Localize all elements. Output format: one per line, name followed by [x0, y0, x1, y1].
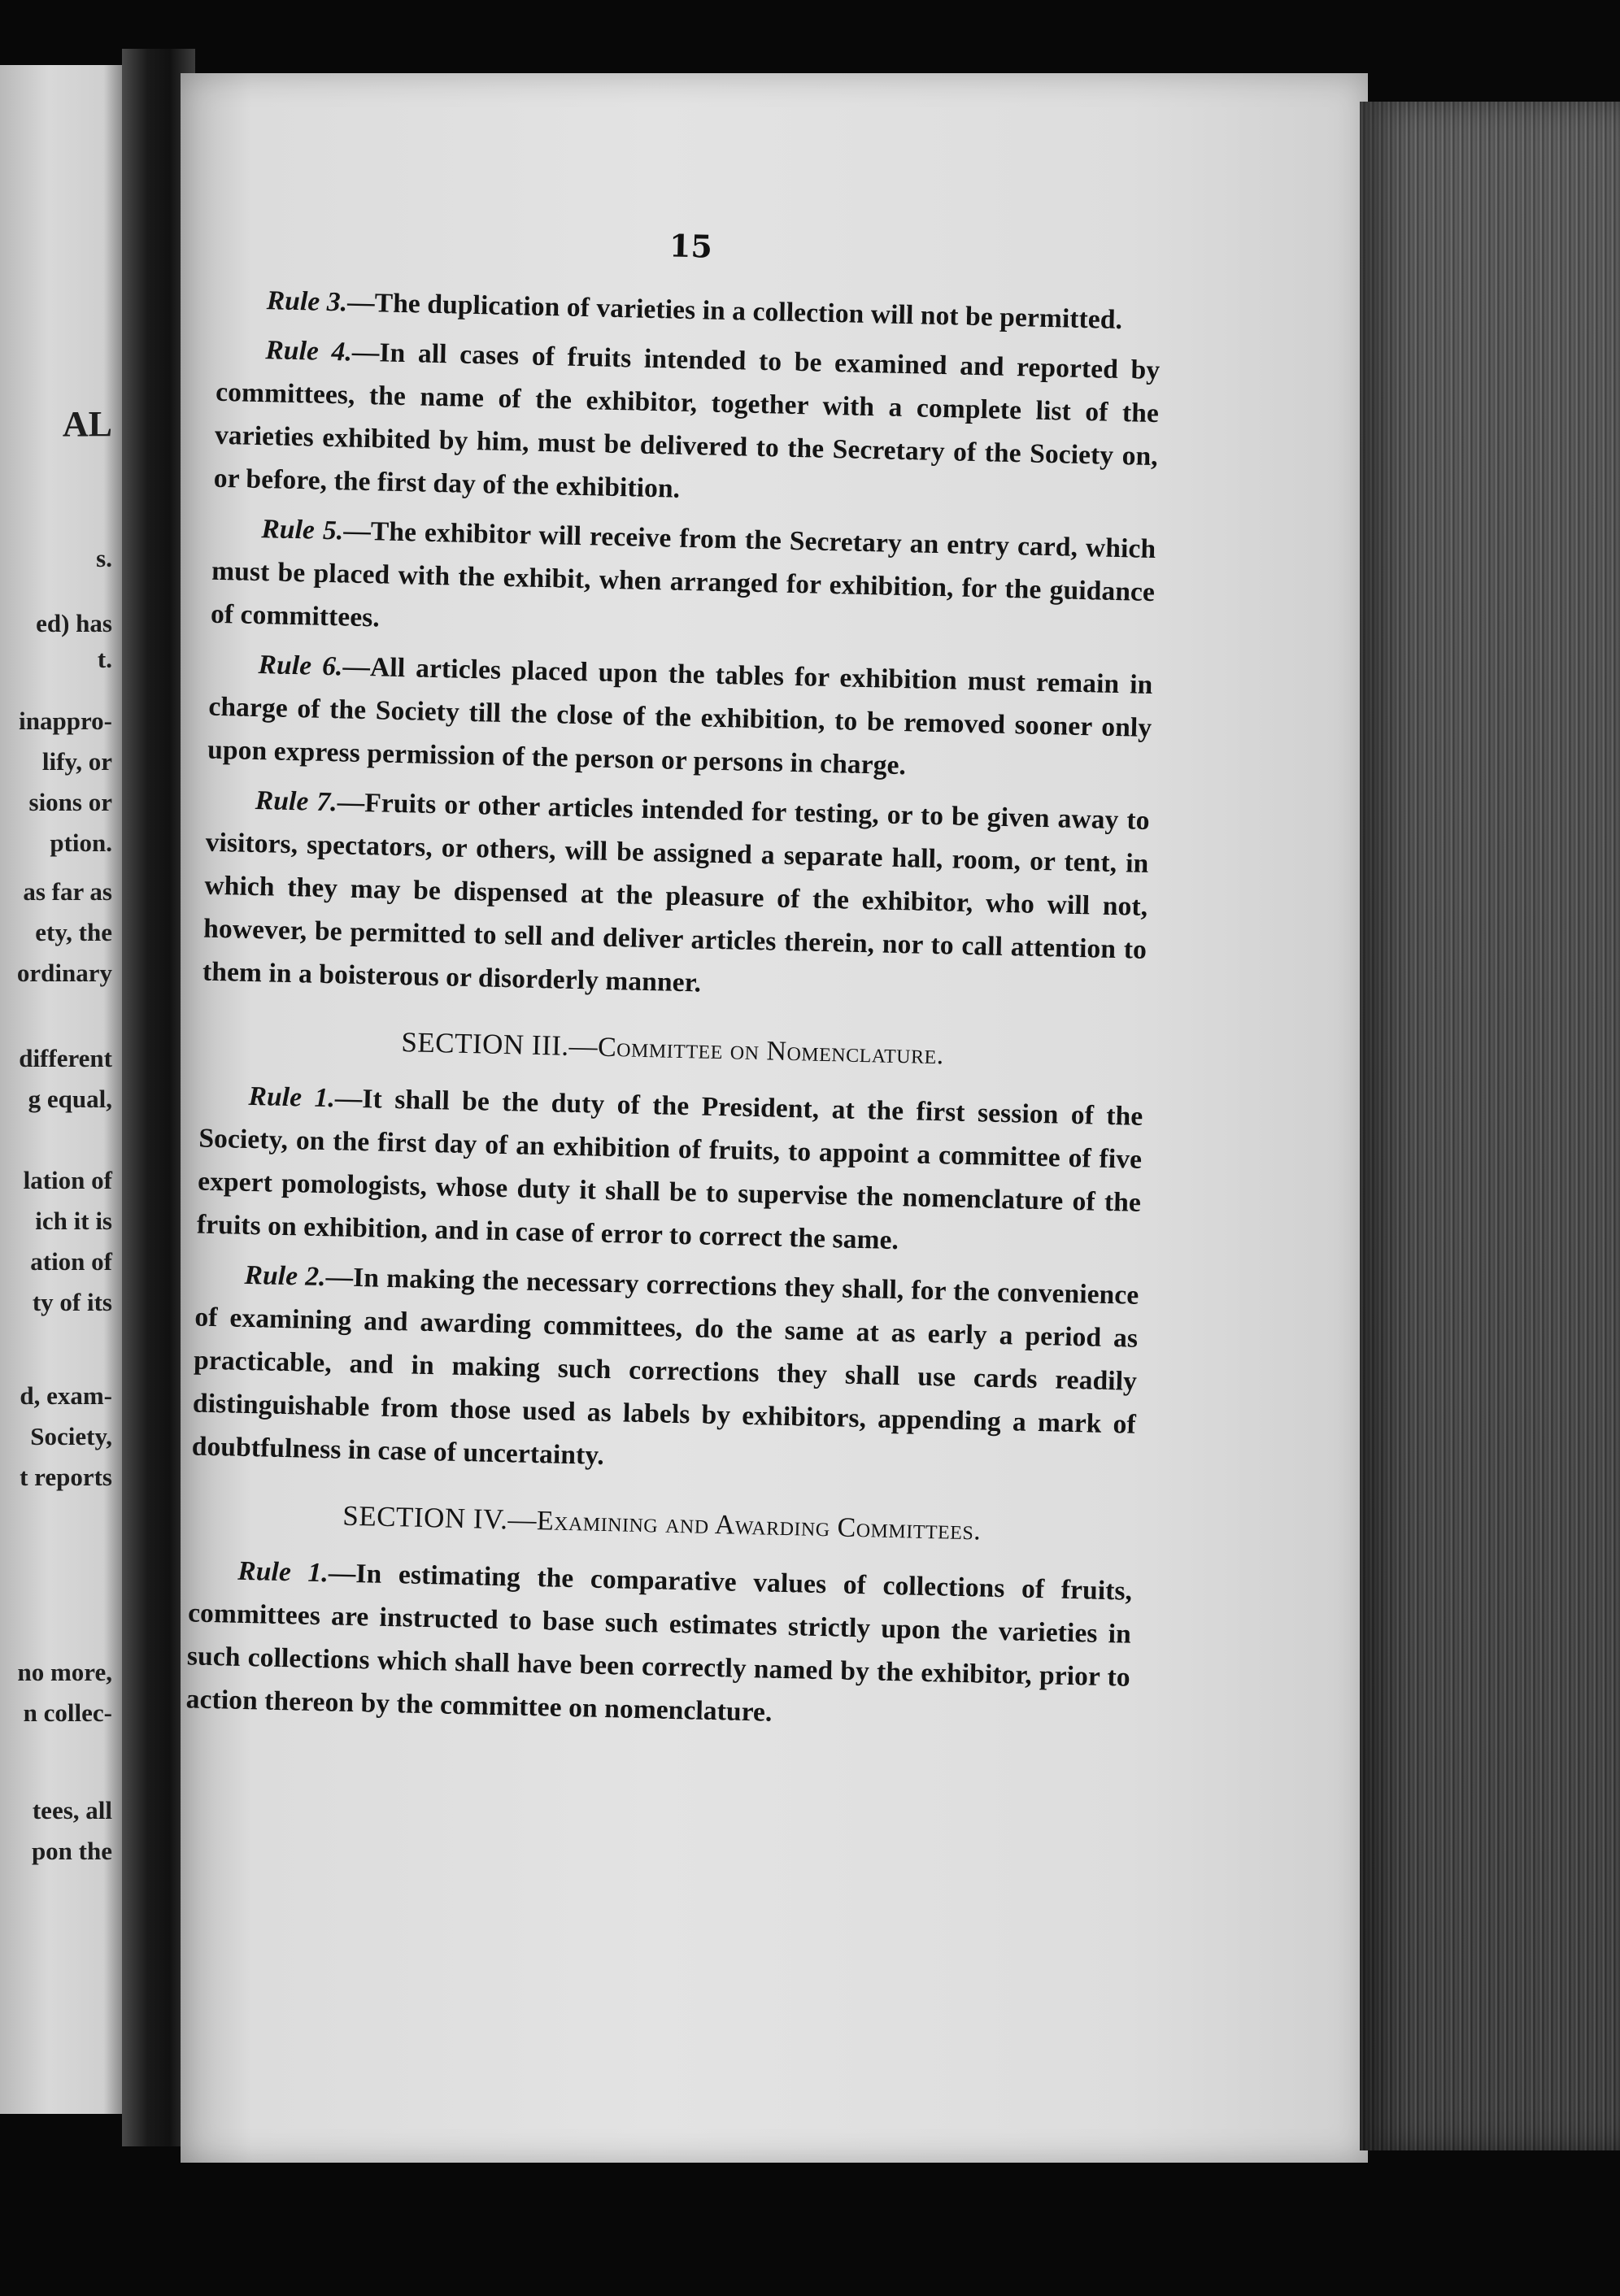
left-page-fragment: d, exam-	[20, 1381, 112, 1410]
left-page-fragment: no more,	[17, 1658, 112, 1686]
rule-paragraph	[207, 642, 1153, 793]
rule-text: —The duplication of varieties in a collection will not be permitted.	[346, 287, 1123, 336]
left-page-fragment: ption.	[50, 828, 112, 857]
section-heading	[201, 1016, 1145, 1082]
section-number: SECTION III.—	[401, 1026, 599, 1063]
page-number: 15	[668, 227, 713, 265]
rule-text: —It shall be the duty of the President, at the first session of the Society, on the first day of an exhibition of fruits, to appoint a committee of five expert pomologists, whose duty it shall be to supervise the nomenclature of the fruits on exhibition, and in case of error to correct the same.	[196, 1083, 1143, 1256]
rule-label: Rule 1.	[248, 1081, 336, 1114]
rule-paragraph	[191, 1253, 1139, 1489]
rule-text: —In estimating the comparative values of collections of fruits, committees are instructed to base such estimates strictly upon the varieties in such collections which shall have been correctly named by the exhibitor, prior to action thereon by the committee on nomenclature.	[185, 1558, 1133, 1728]
rule-label: Rule 1.	[237, 1555, 329, 1589]
left-page-fragment: s.	[96, 544, 112, 572]
left-page-fragment: lify, or	[41, 747, 112, 776]
left-page-fragment: ordinary	[16, 959, 112, 987]
rule-paragraph	[213, 328, 1161, 521]
rule-text: —In making the necessary corrections they shall, for the convenience of examining and awarding committees, do the same at as early a period as practicable, and in making such corrections they shall use cards readily distinguishable from those used as labels by exhibitors, appending a mark of doubtfulness in case of uncertainty.	[191, 1262, 1139, 1471]
rule-label: Rule 4.	[265, 335, 353, 367]
left-page-fragment: ation of	[30, 1247, 112, 1276]
rule-label: Rule 5.	[261, 514, 344, 546]
left-page-fragment: AL	[62, 404, 112, 444]
rule-text: —In all cases of fruits intended to be examined and reported by committees, the name of the exhibitor, together with a complete list of the varieties exhibited by him, must be delivered to the Secretary of the Society on, or before, the first day of the exhibition.	[213, 337, 1161, 504]
section-title: Examining and Awarding Committees.	[536, 1506, 982, 1546]
left-page-fragment: t.	[97, 645, 112, 673]
left-page-fragment: t reports	[20, 1463, 112, 1491]
left-page-fragment: inappro-	[19, 707, 112, 735]
left-facing-page	[0, 65, 122, 2114]
section-title: Committee on Nomenclature.	[597, 1032, 945, 1071]
left-page-fragment: different	[19, 1044, 112, 1072]
rule-label: Rule 3.	[266, 285, 348, 318]
page-text	[185, 217, 1163, 1749]
rule-paragraph	[210, 507, 1156, 657]
rule-label: Rule 6.	[258, 650, 343, 682]
rule-paragraph	[196, 1074, 1143, 1268]
left-page-fragment: lation of	[23, 1166, 112, 1194]
rule-label: Rule 7.	[255, 785, 338, 818]
left-page-fragment: tees, all	[32, 1796, 112, 1824]
rule-text: —All articles placed upon the tables for exhibition must remain in charge of the Society till the close of the exhibition, to be removed sooner only upon express permission of the person or persons in charge.	[207, 651, 1153, 781]
left-page-fragment: ty of its	[32, 1288, 112, 1316]
rule-text: —The exhibitor will receive from the Secretary an entry card, which must be placed with the exhibit, when arranged for exhibition, for the guidance of committees.	[210, 515, 1156, 633]
section-number: SECTION IV.—	[342, 1499, 538, 1537]
page-edges	[1360, 102, 1620, 2150]
left-page-fragment: Society,	[30, 1422, 112, 1450]
rule-label: Rule 2.	[244, 1259, 327, 1293]
left-page-fragment: n collec-	[23, 1698, 112, 1727]
left-page-fragment: ed) has	[36, 609, 112, 637]
left-page-fragment: g equal,	[28, 1085, 112, 1113]
left-page-fragment: pon the	[31, 1837, 112, 1865]
rule-text: —Fruits or other articles intended for testing, or to be given away to visitors, spectators, or others, will be assigned a separate hall, room, or tent, in which they may be dispensed at the pleasure of the exhibitor, who will not, however, be permitted to sell and deliver articles therein, nor to call attention to them in a boisterous or disorderly manner.	[202, 787, 1151, 998]
left-page-fragment: ich it is	[35, 1207, 112, 1235]
left-page-fragment: sions or	[28, 788, 112, 816]
rule-paragraph	[202, 778, 1150, 1015]
left-page-fragment: as far as	[23, 877, 112, 906]
rule-paragraph	[185, 1548, 1133, 1742]
left-page-fragment: ety, the	[35, 918, 112, 946]
section-heading	[189, 1490, 1134, 1556]
